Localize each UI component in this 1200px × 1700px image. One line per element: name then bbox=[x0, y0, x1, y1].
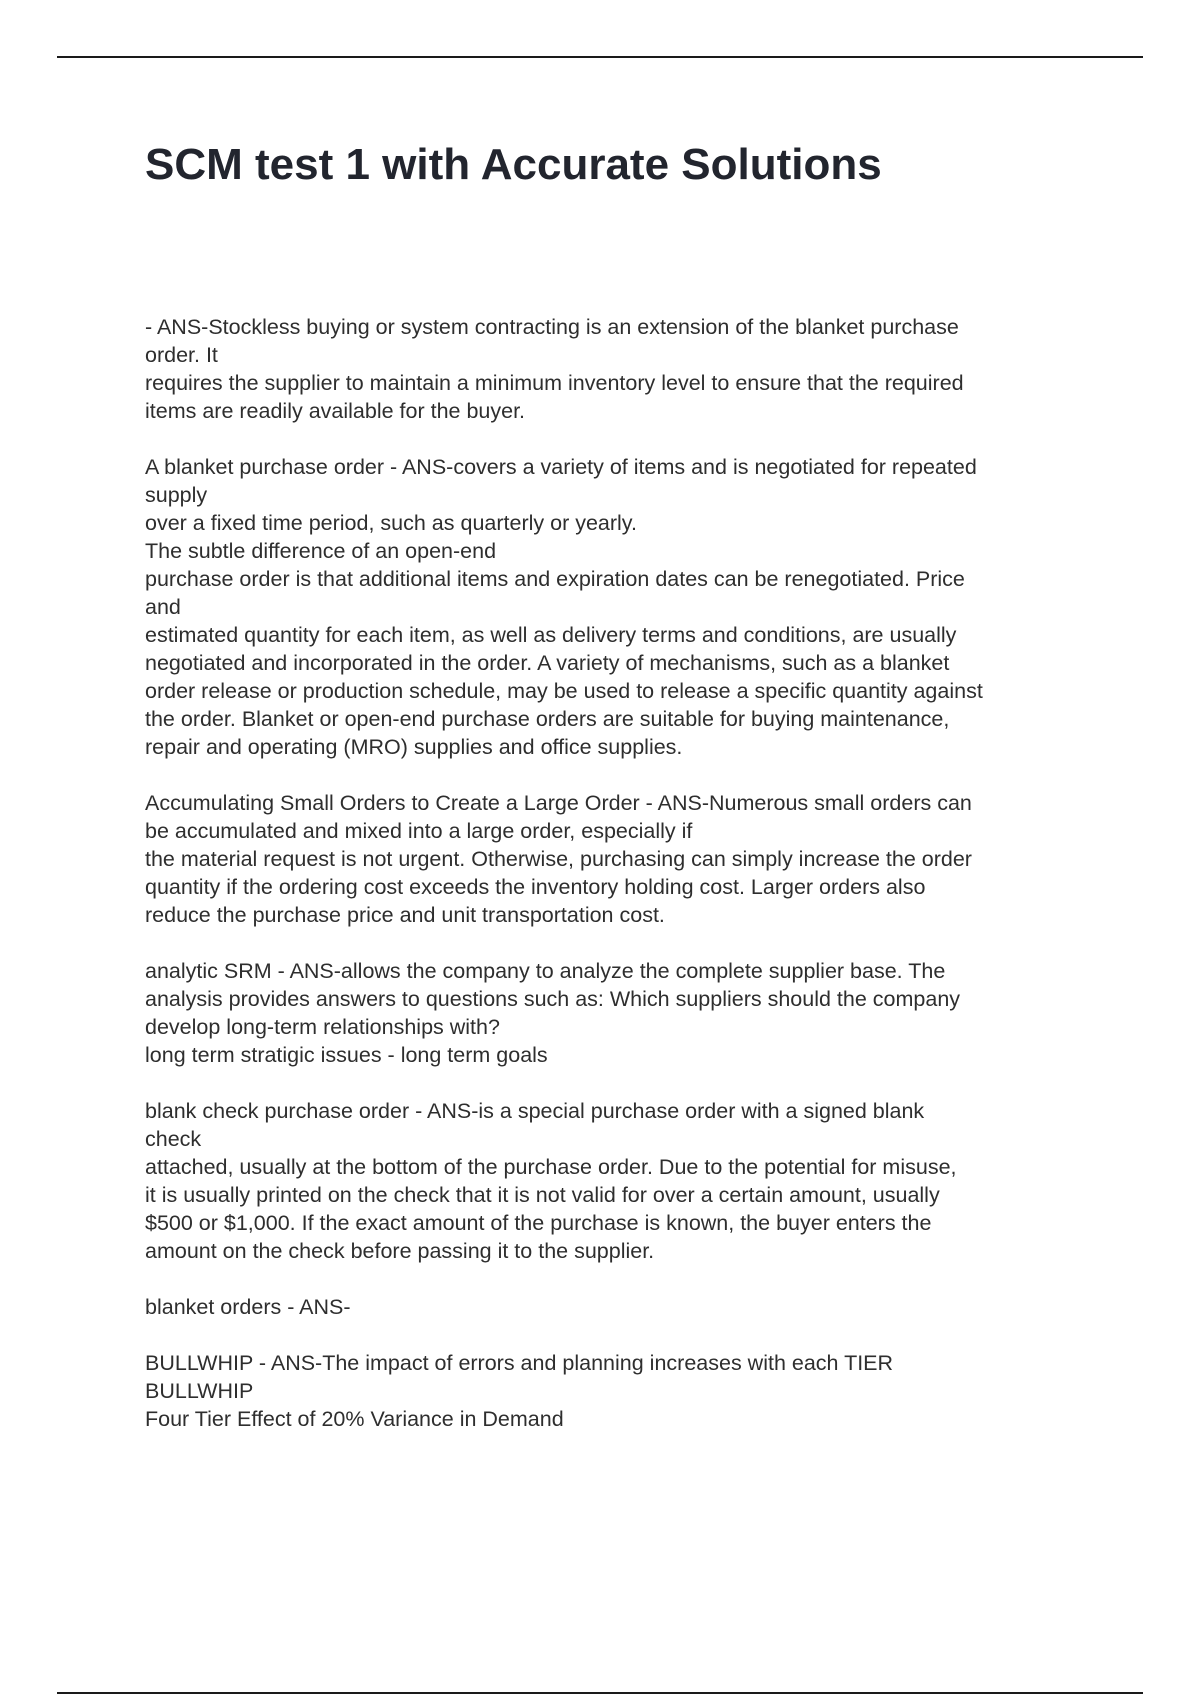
document-body bbox=[145, 313, 1095, 1461]
paragraph-line: the order. Blanket or open-end purchase orders are suitable for buying maintenance, bbox=[145, 707, 950, 731]
paragraph-line: BULLWHIP - ANS-The impact of errors and planning increases with each TIER bbox=[145, 1351, 894, 1375]
paragraph-line: - ANS-Stockless buying or system contracting is an extension of the blanket purchase bbox=[145, 315, 959, 339]
paragraph-line: analysis provides answers to questions such as: Which suppliers should the company bbox=[145, 987, 961, 1011]
paragraph-line: quantity if the ordering cost exceeds the inventory holding cost. Larger orders also bbox=[145, 875, 926, 899]
paragraph-line: amount on the check before passing it to the supplier. bbox=[145, 1239, 655, 1263]
bottom-divider bbox=[57, 1692, 1143, 1694]
paragraph-line: negotiated and incorporated in the order. A variety of mechanisms, such as a blanket bbox=[145, 651, 950, 675]
qa-paragraph bbox=[145, 957, 1095, 1069]
paragraph-line: blanket orders - ANS- bbox=[145, 1295, 351, 1319]
paragraph-line: $500 or $1,000. If the exact amount of the purchase is known, the buyer enters the bbox=[145, 1211, 932, 1235]
paragraph-line: develop long-term relationships with? bbox=[145, 1015, 500, 1039]
paragraph-line: order. It bbox=[145, 343, 218, 367]
paragraph-line: order release or production schedule, may be used to release a specific quantity against bbox=[145, 679, 983, 703]
paragraph-line: Accumulating Small Orders to Create a Large Order - ANS-Numerous small orders can bbox=[145, 791, 972, 815]
paragraph-line: be accumulated and mixed into a large order, especially if bbox=[145, 819, 693, 843]
qa-paragraph bbox=[145, 1097, 1095, 1265]
paragraph-line: reduce the purchase price and unit transportation cost. bbox=[145, 903, 665, 927]
paragraph-line: supply bbox=[145, 483, 208, 507]
paragraph-line: check bbox=[145, 1127, 202, 1151]
paragraph-line: purchase order is that additional items and expiration dates can be renegotiated. Price bbox=[145, 567, 965, 591]
paragraph-line: Four Tier Effect of 20% Variance in Demand bbox=[145, 1407, 564, 1431]
paragraph-line: blank check purchase order - ANS-is a special purchase order with a signed blank bbox=[145, 1099, 925, 1123]
paragraph-line: over a fixed time period, such as quarterly or yearly. bbox=[145, 511, 637, 535]
qa-paragraph bbox=[145, 1349, 1095, 1433]
paragraph-line: attached, usually at the bottom of the purchase order. Due to the potential for misuse, bbox=[145, 1155, 957, 1179]
qa-paragraph bbox=[145, 789, 1095, 929]
qa-paragraph bbox=[145, 453, 1095, 761]
document-title: SCM test 1 with Accurate Solutions bbox=[145, 140, 882, 189]
paragraph-line: The subtle difference of an open-end bbox=[145, 539, 497, 563]
paragraph-line: analytic SRM - ANS-allows the company to analyze the complete supplier base. The bbox=[145, 959, 946, 983]
qa-paragraph bbox=[145, 313, 1095, 425]
qa-paragraph bbox=[145, 1293, 1095, 1321]
paragraph-line: requires the supplier to maintain a minimum inventory level to ensure that the required bbox=[145, 371, 964, 395]
paragraph-line: the material request is not urgent. Otherwise, purchasing can simply increase the order bbox=[145, 847, 972, 871]
top-divider bbox=[57, 56, 1143, 58]
paragraph-line: items are readily available for the buyer. bbox=[145, 399, 526, 423]
paragraph-line: estimated quantity for each item, as well as delivery terms and conditions, are usually bbox=[145, 623, 957, 647]
paragraph-line: long term stratigic issues - long term goals bbox=[145, 1043, 548, 1067]
paragraph-line: repair and operating (MRO) supplies and office supplies. bbox=[145, 735, 683, 759]
paragraph-line: BULLWHIP bbox=[145, 1379, 254, 1403]
paragraph-line: it is usually printed on the check that it is not valid for over a certain amount, usually bbox=[145, 1183, 940, 1207]
paragraph-line: A blanket purchase order - ANS-covers a variety of items and is negotiated for repeated bbox=[145, 455, 977, 479]
paragraph-line: and bbox=[145, 595, 181, 619]
